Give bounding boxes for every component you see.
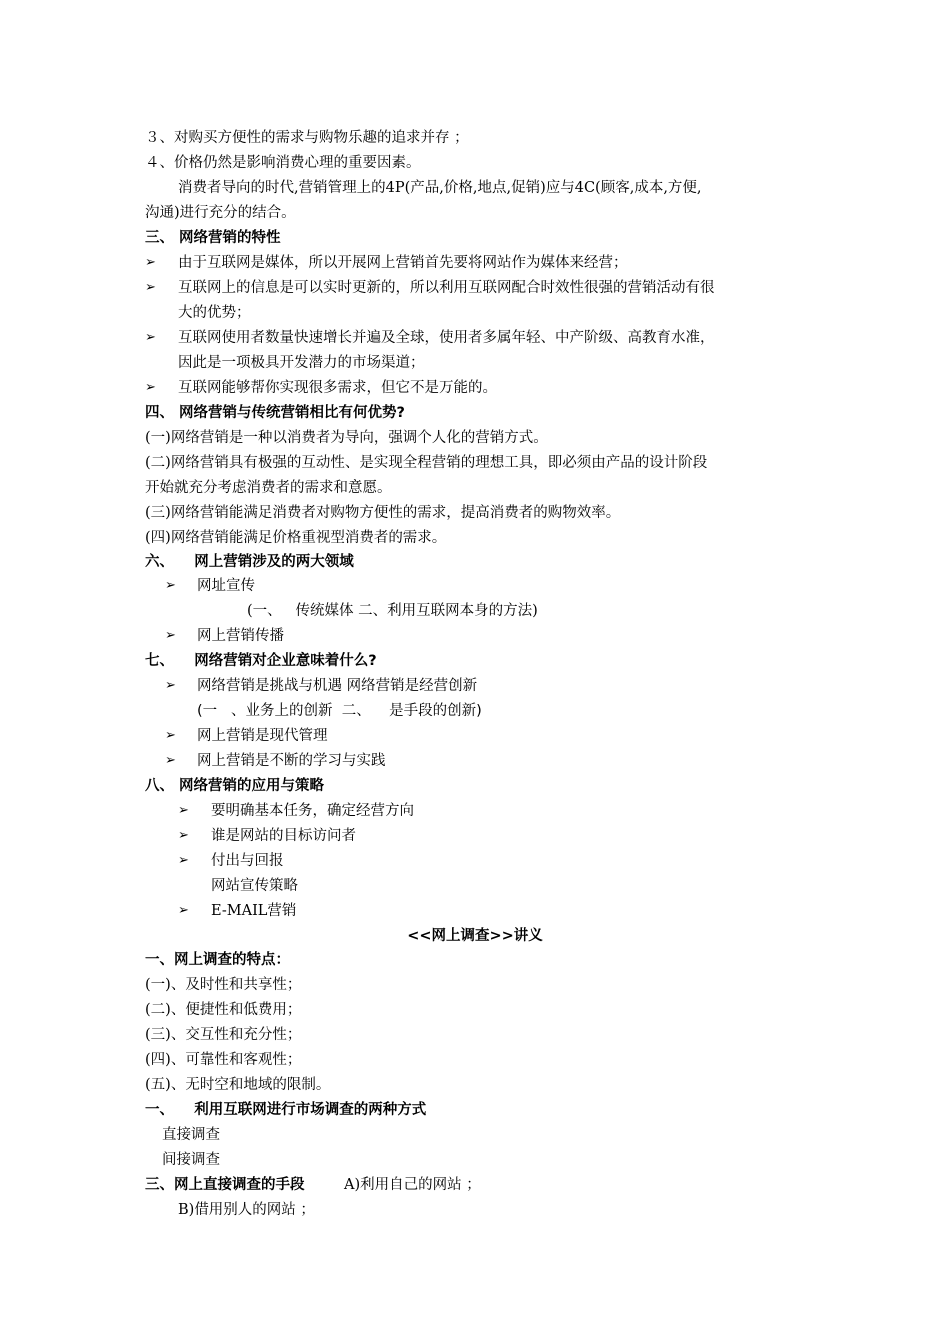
list-item: 谁是网站的目标访问者: [211, 828, 356, 844]
bullet-arrow-icon: ➢: [165, 678, 176, 693]
text-line: 消费者导向的时代,营销管理上的4P(产品,价格,地点,促销)应与4C(顾客,成本,方便,: [178, 180, 702, 196]
section-heading: 三、 网络营销的特性: [145, 230, 281, 246]
list-item: 网络营销是挑战与机遇 网络营销是经营创新: [197, 678, 478, 694]
document-title: <<网上调查>>讲义: [407, 928, 543, 944]
list-item: 网上营销传播: [197, 628, 284, 644]
bullet-arrow-icon: ➢: [165, 753, 176, 768]
bullet-arrow-icon: ➢: [178, 803, 189, 818]
section-heading: 六、 网上营销涉及的两大领域: [145, 554, 354, 570]
list-item: 网站宣传策略: [211, 878, 298, 894]
bullet-arrow-icon: ➢: [145, 330, 156, 345]
list-item-cont: 大的优势；: [178, 305, 251, 321]
text-line: ４、价格仍然是影响消费心理的重要因素。: [145, 155, 421, 171]
list-item-cont: 因此是一项极具开发潜力的市场渠道；: [178, 355, 425, 371]
text-line: 开始就充分考虑消费者的需求和意愿。: [145, 480, 392, 496]
list-item: 要明确基本任务，确定经营方向: [211, 803, 414, 819]
list-item: 网址宣传: [197, 578, 255, 594]
bullet-arrow-icon: ➢: [145, 255, 156, 270]
list-item: 互联网上的信息是可以实时更新的，所以利用互联网配合时效性很强的营销活动有很: [178, 280, 715, 296]
text-line: (四)网络营销能满足价格重视型消费者的需求。: [145, 530, 447, 546]
text-line: (一)网络营销是一种以消费者为导向，强调个人化的营销方式。: [145, 430, 548, 446]
text-line: 直接调查: [162, 1127, 220, 1143]
bullet-arrow-icon: ➢: [165, 728, 176, 743]
text-line: A)利用自己的网站 ；: [344, 1177, 481, 1193]
text-line: (二)网络营销具有极强的互动性、是实现全程营销的理想工具，即必须由产品的设计阶段: [145, 455, 708, 471]
list-item: 由于互联网是媒体，所以开展网上营销首先要将网站作为媒体来经营；: [178, 255, 628, 271]
list-item: 互联网使用者数量快速增长并遍及全球，使用者多属年轻、中产阶级、高教育水准，: [178, 330, 715, 346]
text-line: 沟通)进行充分的结合。: [145, 205, 296, 221]
bullet-arrow-icon: ➢: [145, 280, 156, 295]
bullet-arrow-icon: ➢: [165, 628, 176, 643]
list-item: 互联网能够帮你实现很多需求，但它不是万能的。: [178, 380, 497, 396]
text-line: (四)、可靠性和客观性；: [145, 1052, 302, 1068]
bullet-arrow-icon: ➢: [178, 828, 189, 843]
list-item: 网上营销是现代管理: [197, 728, 328, 744]
text-line: 间接调查: [162, 1152, 220, 1168]
section-heading: 八、 网络营销的应用与策略: [145, 778, 325, 794]
list-item: E-MAIL营销: [211, 903, 297, 919]
text-line: (五)、无时空和地域的限制。: [145, 1077, 331, 1093]
section-heading: 一、网上调查的特点：: [145, 952, 290, 968]
list-item-sub: (一 、业务上的创新 二、 是手段的创新): [197, 703, 482, 719]
bullet-arrow-icon: ➢: [178, 903, 189, 918]
text-line: (三)、交互性和充分性；: [145, 1027, 302, 1043]
text-line: (二)、便捷性和低费用；: [145, 1002, 302, 1018]
section-heading: 四、 网络营销与传统营销相比有何优势?: [145, 405, 405, 421]
bullet-arrow-icon: ➢: [145, 380, 156, 395]
list-item: 付出与回报: [211, 853, 284, 869]
section-heading: 三、网上直接调查的手段: [145, 1177, 305, 1193]
text-line: B)借用别人的网站 ；: [178, 1202, 315, 1218]
section-heading: 一、 利用互联网进行市场调查的两种方式: [145, 1102, 427, 1118]
text-line: ３、对购买方便性的需求与购物乐趣的追求并存 ；: [145, 130, 469, 146]
list-item: 网上营销是不断的学习与实践: [197, 753, 386, 769]
list-item-sub: (一、 传统媒体 二、利用互联网本身的方法): [247, 603, 538, 619]
text-line: (三)网络营销能满足消费者对购物方便性的需求，提高消费者的购物效率。: [145, 505, 621, 521]
bullet-arrow-icon: ➢: [178, 853, 189, 868]
bullet-arrow-icon: ➢: [165, 578, 176, 593]
section-heading: 七、 网络营销对企业意味着什么?: [145, 653, 377, 669]
text-line: (一)、及时性和共享性；: [145, 977, 302, 993]
